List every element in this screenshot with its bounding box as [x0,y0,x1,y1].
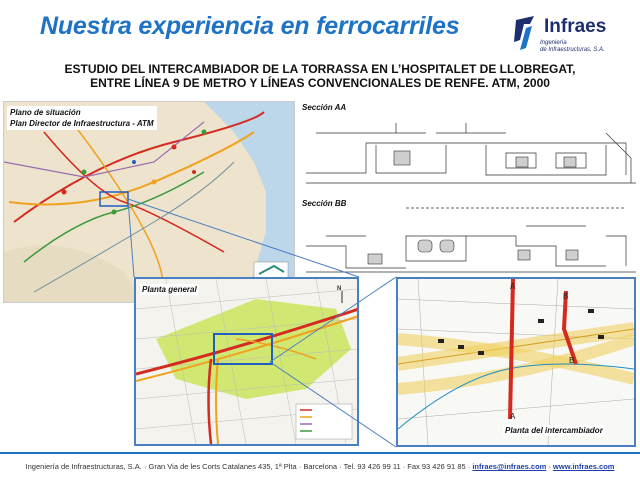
planta-general-panel [134,277,359,446]
marker-b-top: B [563,292,569,301]
logo-tagline-line1: Ingeniería [540,40,567,46]
section-bb-drawing [306,206,636,276]
section-aa-label: Sección AA [302,103,347,112]
location-map-drawing [4,102,295,303]
project-subtitle [0,62,640,90]
intercambiador-panel [396,277,636,447]
footer-email-link[interactable]: infraes@infraes.com [472,462,547,471]
marker-a-bottom: A [510,412,516,421]
footer-separator: · [548,462,551,471]
intercambiador-drawing [398,279,634,445]
footer-website-link[interactable]: www.infraes.com [553,462,615,471]
footer-address: Ingeniería de Infraestructuras, S.A. · Gran Via de les Corts Catalanes 435, 1ª Plta · Barcelona · Tel. 93 426 99 11 · Fax 93 426 91 85 · [25,462,471,471]
planta-general-drawing [136,279,357,444]
section-bb-label: Sección BB [302,199,347,208]
map-caption [7,106,157,130]
subtitle-line1: ESTUDIO DEL INTERCAMBIADOR DE LA TORRASSA EN L’HOSPITALET DE LLOBREGAT, [64,62,576,76]
section-aa-drawing [306,113,636,188]
footer [0,462,640,471]
intercambiador-label: Planta del intercambiador [505,426,603,435]
marker-a-top: A [510,282,516,291]
page-title: Nuestra experiencia en ferrocarriles [40,12,460,40]
planta-general-label: Planta general [142,285,197,294]
logo-name: Infraes [544,16,607,37]
north-arrow: N [337,286,342,292]
map-caption-line2: Plan Director de Infraestructura - ATM [10,119,154,128]
footer-divider [0,452,640,454]
logo-tagline [540,40,620,54]
marker-b-bottom: B [569,356,575,365]
map-caption-line1: Plano de situación [10,108,81,117]
logo-tagline-line2: de Infraestructuras, S.A. [540,47,605,53]
location-map [3,101,295,303]
subtitle-line2: ENTRE LÍNEA 9 DE METRO Y LÍNEAS CONVENCIONALES DE RENFE. ATM, 2000 [90,76,550,90]
